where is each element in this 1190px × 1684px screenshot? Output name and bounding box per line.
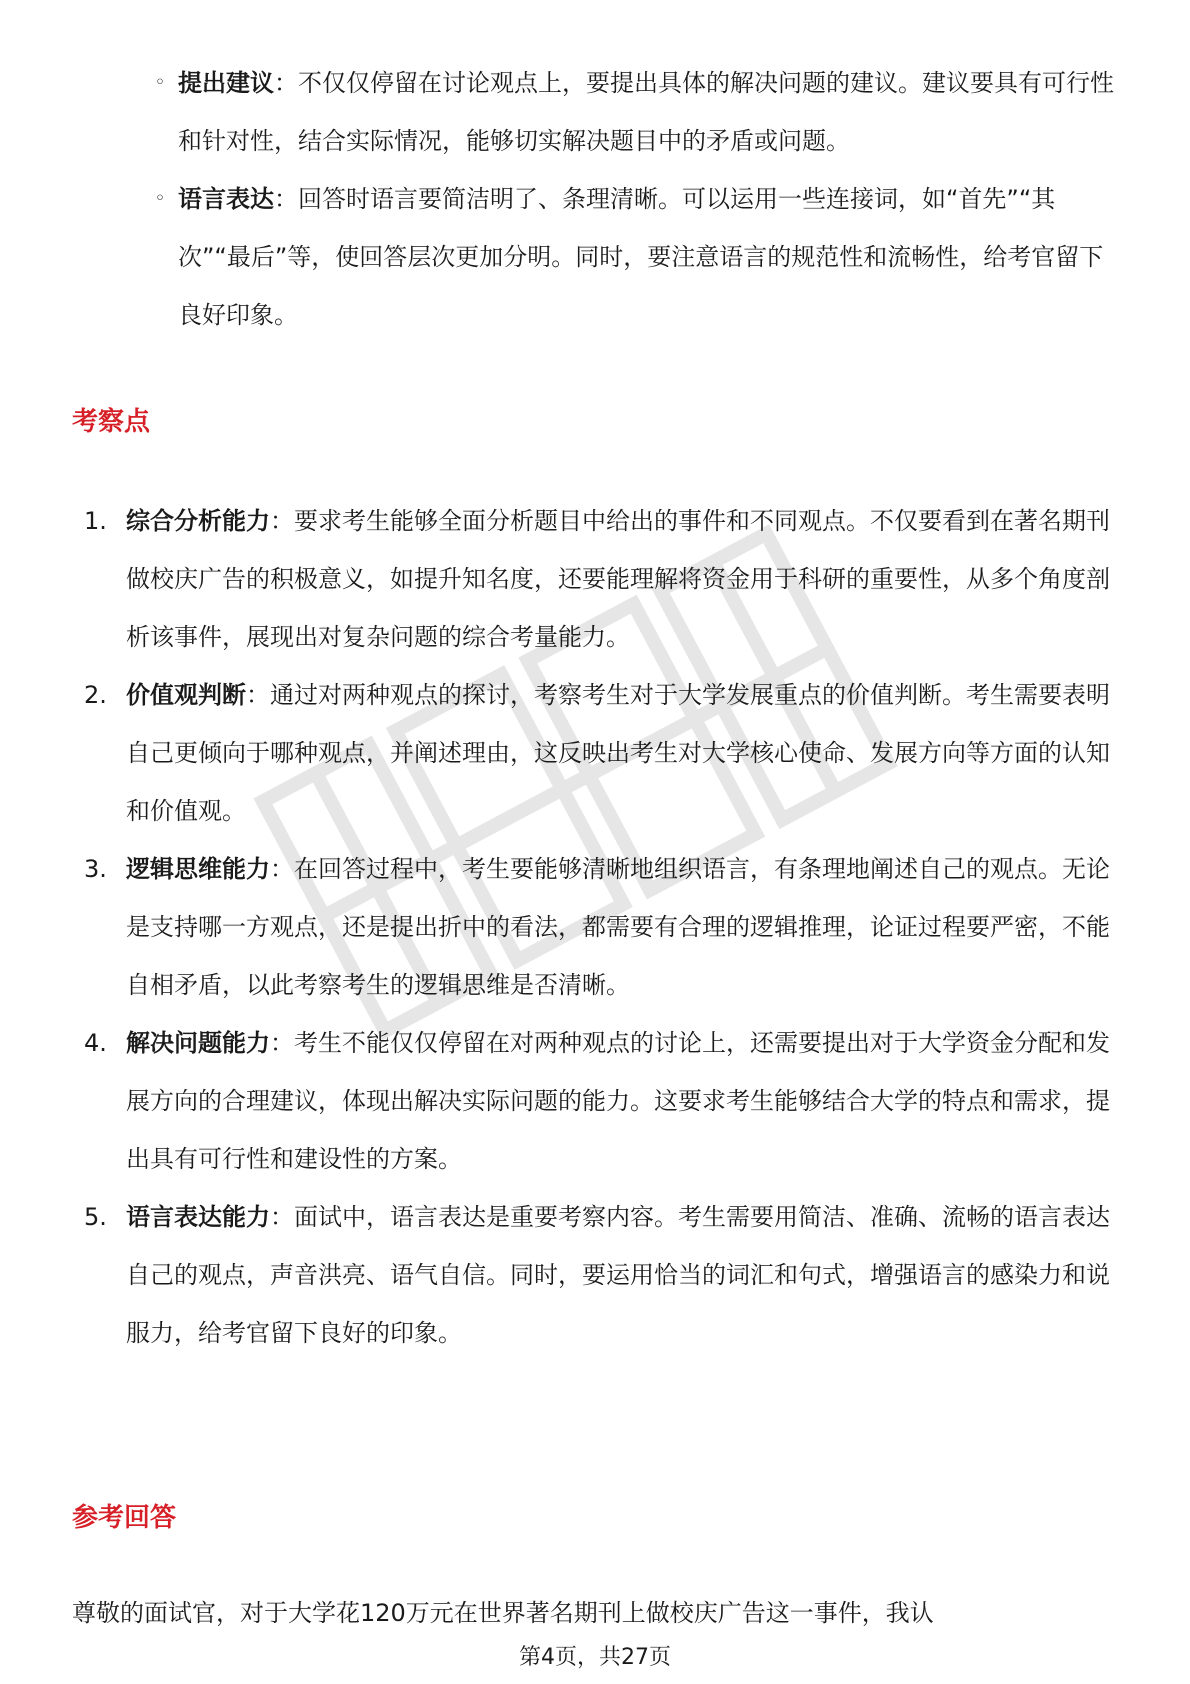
list-text: ：在回答过程中，考生要能够清晰地组织语言，有条理地阐述自己的观点。无论是支持哪一方观点，还是提出折中的看法，都需要有合理的逻辑推理，论证过程要严密，不能自相矛盾，以此考察考生的逻辑思维是否清晰。 — [126, 855, 1110, 999]
page-footer: 第4页，共27页 — [519, 1645, 671, 1670]
bullet-marker: ◦ — [154, 72, 166, 93]
bullet-item-language — [72, 170, 1118, 344]
list-term: 解决问题能力 — [126, 1029, 270, 1057]
list-number: 3. — [84, 855, 107, 883]
list-text: ：考生不能仅仅停留在对两种观点的讨论上，还需要提出对于大学资金分配和发展方向的合理建议，体现出解决实际问题的能力。这要求考生能够结合大学的特点和需求，提出具有可行性和建设性的方案。 — [126, 1029, 1110, 1173]
list-item — [72, 492, 1118, 666]
list-item — [72, 1188, 1118, 1362]
list-text: ：通过对两种观点的探讨，考察考生对于大学发展重点的价值判断。考生需要表明自己更倾向于哪种观点，并阐述理由，这反映出考生对大学核心使命、发展方向等方面的认知和价值观。 — [126, 681, 1110, 825]
list-item — [72, 840, 1118, 1014]
bullet-item-suggestion — [72, 54, 1118, 170]
list-number: 2. — [84, 681, 107, 709]
list-number: 5. — [84, 1203, 107, 1231]
list-term: 语言表达能力 — [126, 1203, 270, 1231]
bullet-text: ：不仅仅停留在讨论观点上，要提出具体的解决问题的建议。建议要具有可行性和针对性，结合实际情况，能够切实解决题目中的矛盾或问题。 — [178, 69, 1114, 155]
list-item — [72, 666, 1118, 840]
list-item — [72, 1014, 1118, 1188]
list-text: ：要求考生能够全面分析题目中给出的事件和不同观点。不仅要看到在著名期刊做校庆广告的积极意义，如提升知名度，还要能理解将资金用于科研的重要性，从多个角度剖析该事件，展现出对复杂问题的综合考量能力。 — [126, 507, 1110, 651]
bullet-term: 提出建议 — [178, 69, 274, 97]
list-term: 逻辑思维能力 — [126, 855, 270, 883]
list-number: 4. — [84, 1029, 107, 1057]
bullet-list — [72, 54, 1118, 344]
section-title-reference-answer: 参考回答 — [72, 1503, 177, 1533]
list-term: 综合分析能力 — [126, 507, 270, 535]
list-text: ：面试中，语言表达是重要考察内容。考生需要用简洁、准确、流畅的语言表达自己的观点，声音洪亮、语气自信。同时，要运用恰当的词汇和句式，增强语言的感染力和说服力，给考官留下良好的印象。 — [126, 1203, 1110, 1347]
answer-paragraph: 尊敬的面试官，对于大学花120万元在世界著名期刊上做校庆广告这一事件，我认 — [72, 1599, 934, 1627]
numbered-list — [72, 492, 1118, 1362]
list-term: 价值观判断 — [126, 681, 246, 709]
bullet-marker: ◦ — [154, 188, 166, 209]
bullet-term: 语言表达 — [178, 185, 274, 213]
bullet-text: ：回答时语言要简洁明了、条理清晰。可以运用一些连接词，如“首先”“其次”“最后”等，使回答层次更加分明。同时，要注意语言的规范性和流畅性，给考官留下良好印象。 — [178, 185, 1104, 329]
section-title-assessment: 考察点 — [72, 407, 151, 437]
list-number: 1. — [84, 507, 107, 535]
